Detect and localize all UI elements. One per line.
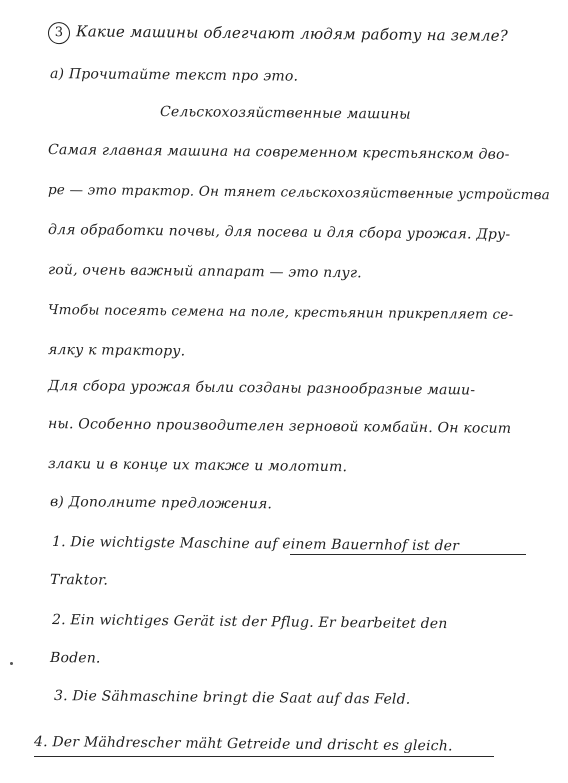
text-line-9: злаки и в конце их также и молотит.: [47, 456, 348, 476]
text-line-5: Чтобы посеять семена на поле, крестьянин прикрепляет се-: [47, 302, 514, 323]
text-line-4: гой, очень важный аппарат — это плуг.: [47, 262, 362, 282]
ink-dot: [10, 662, 13, 665]
answer-underline: [290, 554, 526, 555]
sentence-1-line-2: Traktor.: [49, 572, 109, 589]
part-a-instruction: а) Прочитайте текст про это.: [49, 66, 299, 85]
part-b-instruction: в) Дополните предложения.: [49, 494, 273, 513]
text-line-3: для обработки почвы, для посева и для сбора урожая. Дру-: [47, 222, 511, 243]
text-line-8: ны. Особенно производителен зерновой комбайн. Он косит: [47, 416, 512, 437]
text-line-7: Для сбора урожая были созданы разнообразные маши-: [47, 378, 476, 399]
task-question: Какие машины облегчают людям работу на земле?: [75, 22, 509, 45]
sentence-2-line-1: 2. Ein wichtiges Gerät ist der Pflug. Er bearbeitet den: [51, 612, 448, 633]
sentence-3: 3. Die Sähmaschine bringt die Saat auf das Feld.: [53, 688, 411, 708]
text-line-6: ялку к трактору.: [47, 342, 186, 360]
task-heading: [48, 22, 508, 49]
text-line-2: ре — это трактор. Он тянет сельскохозяйственные устройства: [47, 182, 551, 204]
sentence-2-line-2: Boden.: [49, 650, 101, 667]
answer-underline: [34, 756, 494, 757]
sentence-1-line-1: 1. Die wichtigste Maschine auf einem Bauernhof ist der: [51, 534, 460, 555]
text-title: Сельскохозяйственные машины: [159, 104, 411, 123]
sentence-4: 4. Der Mähdrescher mäht Getreide und drischt es gleich.: [33, 734, 453, 755]
task-number: 3: [48, 22, 70, 44]
text-line-1: Самая главная машина на современном крестьянском дво-: [47, 142, 510, 163]
